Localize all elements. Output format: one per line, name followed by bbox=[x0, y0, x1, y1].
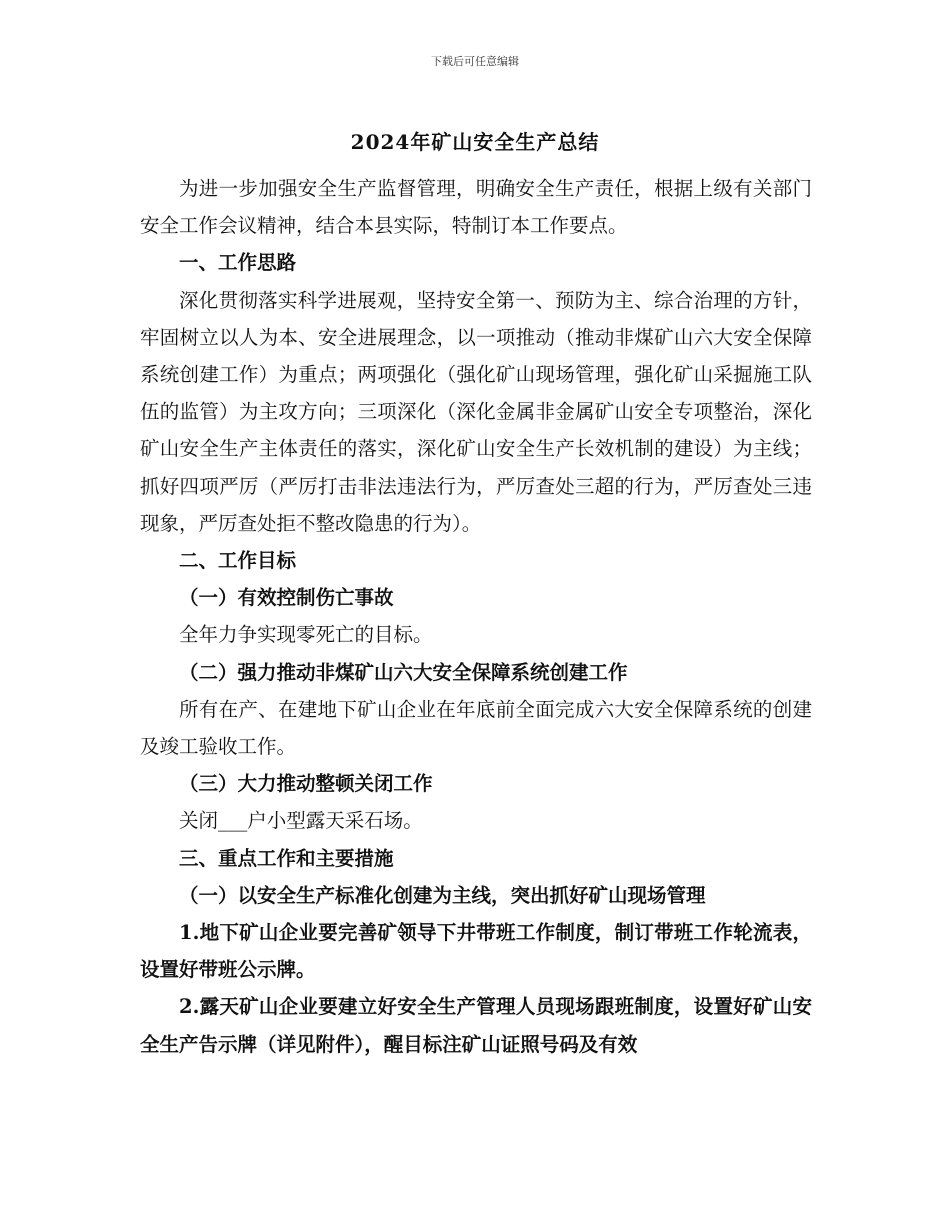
paragraph-intro: 为进一步加强安全生产监督管理，明确安全生产责任，根据上级有关部门安全工作会议精神，结合本县实际，特制订本工作要点。 bbox=[140, 177, 812, 238]
header-note: 下载后可任意编辑 bbox=[431, 55, 519, 68]
section-heading-1: 一、工作思路 bbox=[179, 251, 297, 275]
subheading-2: （二）强力推动非煤矿山六大安全保障系统创建工作 bbox=[179, 660, 628, 684]
paragraph-thinking: 深化贯彻落实科学进展观，坚持安全第一、预防为主、综合治理的方针，牢固树立以人为本、安全进展理念，以一项推动（推动非煤矿山六大安全保障系统创建工作）为重点；两项强化（强化矿山现场管理，强化矿山采掘施工队伍的监管）为主攻方向；三项深化（深化金属非金属矿山安全专项整治，深化矿山安全生产主体责任的落实，深化矿山安全生产长效机制的建设）为主线；抓好四项严厉（严厉打击非法违法行为，严厉查处三超的行为，严厉查处三违现象，严厉查处拒不整改隐患的行为）。 bbox=[140, 288, 812, 535]
section-heading-2: 二、工作目标 bbox=[179, 549, 297, 573]
subheading-3: （三）大力推动整顿关闭工作 bbox=[179, 772, 433, 796]
subheading-1: （一）有效控制伤亡事故 bbox=[179, 586, 394, 610]
document-body bbox=[140, 170, 812, 1063]
measure-item-1: 1.地下矿山企业要完善矿领导下井带班工作制度，制订带班工作轮流表，设置好带班公示牌。 bbox=[140, 921, 812, 982]
measure-item-2: 2.露天矿山企业要建立好安全生产管理人员现场跟班制度，设置好矿山安全生产告示牌（详见附件），醒目标注矿山证照号码及有效 bbox=[140, 995, 812, 1056]
subheading-measures-1: （一）以安全生产标准化创建为主线，突出抓好矿山现场管理 bbox=[179, 883, 706, 907]
paragraph-target-1: 全年力争实现零死亡的目标。 bbox=[179, 623, 433, 647]
paragraph-target-2: 所有在产、在建地下矿山企业在年底前全面完成六大安全保障系统的创建及竣工验收工作。 bbox=[140, 697, 812, 759]
document-title: 2024年矿山安全生产总结 bbox=[350, 130, 600, 154]
paragraph-target-3: 关闭___户小型露天采石场。 bbox=[179, 809, 423, 833]
section-heading-3: 三、重点工作和主要措施 bbox=[179, 846, 394, 870]
